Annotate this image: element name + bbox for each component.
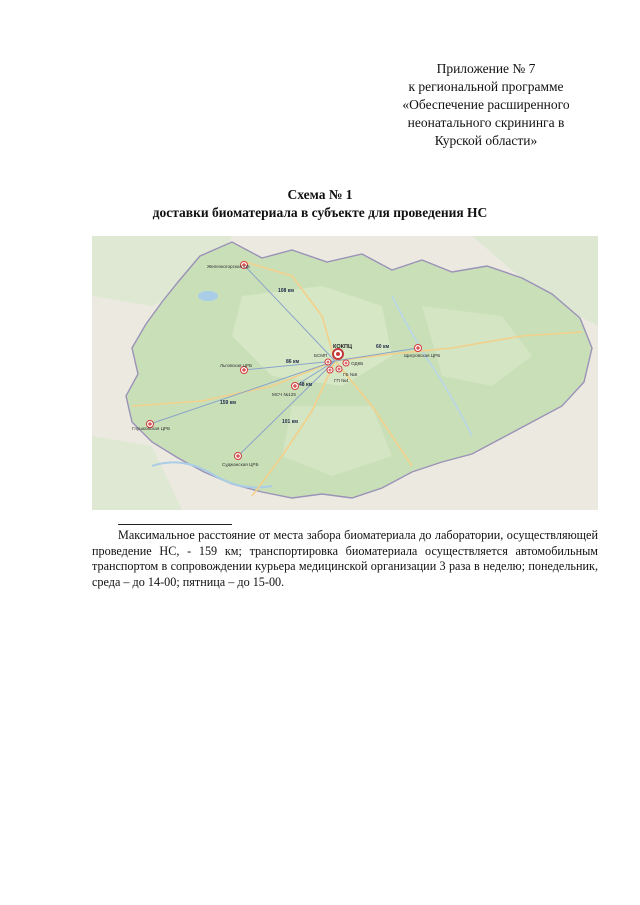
- hospital-marker-gp4: [327, 367, 333, 373]
- place-label-msch: МСЧ №125: [272, 392, 296, 397]
- hub-label: КОКПЦ: [333, 344, 352, 350]
- place-label-gp4: ГП №4: [334, 378, 349, 383]
- appendix-heading: [368, 60, 604, 150]
- lake: [198, 291, 218, 301]
- delivery-map: [92, 236, 598, 510]
- distance-label-sudzha: 101 км: [282, 419, 298, 425]
- place-label-glushkovo: Глушковская ЦРБ: [132, 426, 171, 431]
- place-label-bsmp: БСМП: [314, 353, 328, 358]
- place-label-shchigry: Щигровская ЦРБ: [404, 353, 441, 358]
- distance-label-lgov: 86 км: [286, 359, 300, 365]
- scheme-heading: [0, 186, 640, 222]
- place-label-sudzha: Суджанская ЦРБ: [222, 462, 259, 467]
- place-label-odkb: ОДКБ: [351, 361, 364, 366]
- appendix-program-name-2: неонатального скрининга в: [407, 115, 565, 130]
- hospital-marker-odkb: [343, 360, 349, 366]
- hospital-marker-bsmp: [325, 359, 331, 365]
- hospital-marker-msch: [292, 383, 299, 390]
- distance-label-glushkovo: 159 км: [220, 400, 236, 406]
- place-label-zheleznogorsk: Железногорская ЦБ: [207, 264, 250, 269]
- distance-label-shchigry: 60 км: [376, 344, 390, 350]
- appendix-program-name-1: «Обеспечение расширенного: [402, 97, 570, 112]
- distance-label-zheleznogorsk: 108 км: [278, 288, 294, 294]
- scheme-subtitle: доставки биоматериала в субъекте для проведения НС: [152, 205, 488, 220]
- hospital-marker-shchigry: [415, 345, 422, 352]
- hospital-marker-sudzha: [235, 453, 242, 460]
- appendix-program-line: к региональной программе: [408, 79, 564, 94]
- hub-marker-center-icon: [336, 352, 340, 356]
- footnote-text: Максимальное расстояние от места забора биоматериала до лаборатории, осуществляющей проведение НС, - 159 км; транспортировка биоматериала осуществляется автомобильным транспортом в сопровождении курьера медицинской организации 3 раза в неделю; понедельник, среда – до 14-00; пятница – до 15-00.: [92, 528, 598, 589]
- appendix-number: Приложение № 7: [436, 61, 536, 76]
- distance-label-msch: 48 км: [299, 382, 313, 388]
- hospital-marker-gb6: [336, 366, 342, 372]
- place-label-lgov: Льговская ЦРБ: [220, 363, 253, 368]
- appendix-program-name-3: Курской области»: [434, 133, 538, 148]
- scheme-title: Схема № 1: [287, 187, 353, 202]
- place-label-gb6: ГБ №6: [343, 372, 358, 377]
- footnote-rule: [118, 524, 232, 525]
